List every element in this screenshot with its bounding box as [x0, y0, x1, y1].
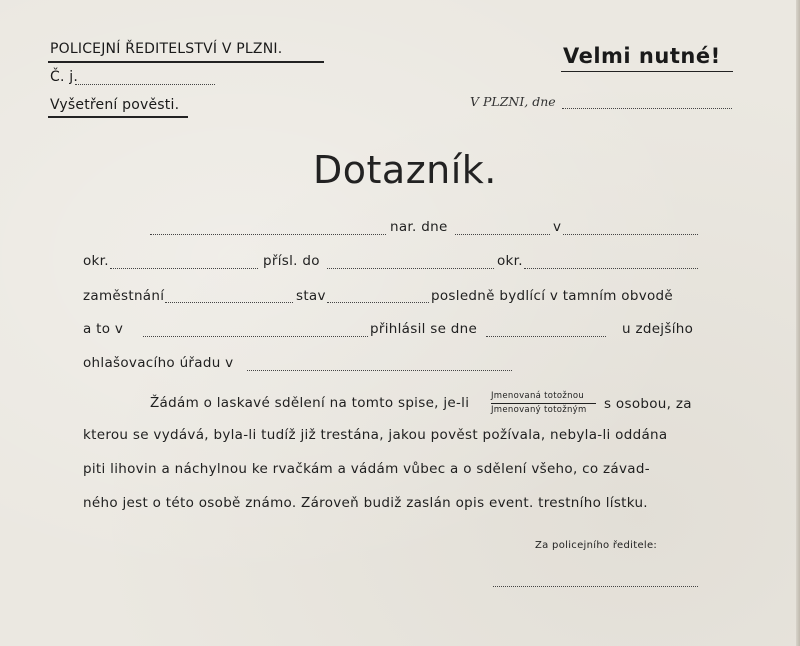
subject-line: Vyšetření pověsti.	[50, 97, 180, 113]
status-label: stav	[296, 288, 326, 304]
name-field[interactable]	[150, 234, 386, 235]
last-residing-label: posledně bydlící v tamním obvodě	[431, 288, 674, 304]
page-title: Dotazník.	[313, 148, 497, 192]
registration-office-label: ohlašovacího úřadu v	[83, 355, 234, 371]
body-line-4: ného jest o této osobě známo. Zároveň budiž zaslán opis event. trestního lístku.	[83, 495, 648, 511]
body-line-3: piti lihovin a náchylnou ke rvačkám a vádám vůbec a o sdělení všeho, co závad-	[83, 461, 650, 477]
body-line-1-end: s osobou, za	[604, 396, 692, 412]
reference-label: Č. j.	[50, 69, 79, 85]
signature-field[interactable]	[493, 586, 698, 587]
birthplace-field[interactable]	[563, 234, 698, 235]
status-field[interactable]	[327, 302, 429, 303]
office-underline	[48, 61, 324, 63]
urgent-underline	[561, 71, 733, 72]
registration-office-field[interactable]	[247, 370, 512, 371]
fraction-top: Jmenovaná totožnou	[491, 391, 585, 401]
district2-field[interactable]	[524, 268, 698, 269]
office-name: POLICEJNÍ ŘEDITELSTVÍ V PLZNI.	[50, 41, 283, 57]
body-line-1-start: Žádám o laskavé sdělení na tomto spise, je-li	[150, 395, 470, 411]
body-line-2: kterou se vydává, byla-li tudíž již trestána, jakou pověst požívala, nebyla-li oddána	[83, 427, 668, 443]
residence-field[interactable]	[143, 336, 368, 337]
employment-field[interactable]	[165, 302, 293, 303]
place-date-label: V PLZNI, dne	[470, 94, 556, 109]
paper-edge	[796, 0, 800, 646]
birthplace-label: v	[553, 219, 562, 235]
district2-label: okr.	[497, 253, 523, 269]
employment-label: zaměstnání	[83, 288, 165, 304]
subject-underline	[48, 116, 188, 118]
urgent-stamp: Velmi nutné!	[563, 44, 721, 68]
registered-label: přihlásil se dne	[370, 321, 478, 337]
born-label: nar. dne	[390, 219, 448, 235]
district-field[interactable]	[110, 268, 258, 269]
belonging-label: přísl. do	[263, 253, 320, 269]
signature-label: Za policejního ředitele:	[535, 540, 658, 551]
at-local-label: u zdejšího	[622, 321, 694, 337]
belonging-field[interactable]	[327, 268, 494, 269]
birth-date-field[interactable]	[455, 234, 550, 235]
reference-field[interactable]	[75, 84, 215, 85]
and-to-label: a to v	[83, 321, 124, 337]
registered-date-field[interactable]	[486, 336, 606, 337]
fraction-line	[491, 403, 596, 404]
district-label: okr.	[83, 253, 109, 269]
date-field[interactable]	[562, 108, 732, 109]
fraction-bottom: Jmenovaný totožným	[491, 405, 587, 415]
